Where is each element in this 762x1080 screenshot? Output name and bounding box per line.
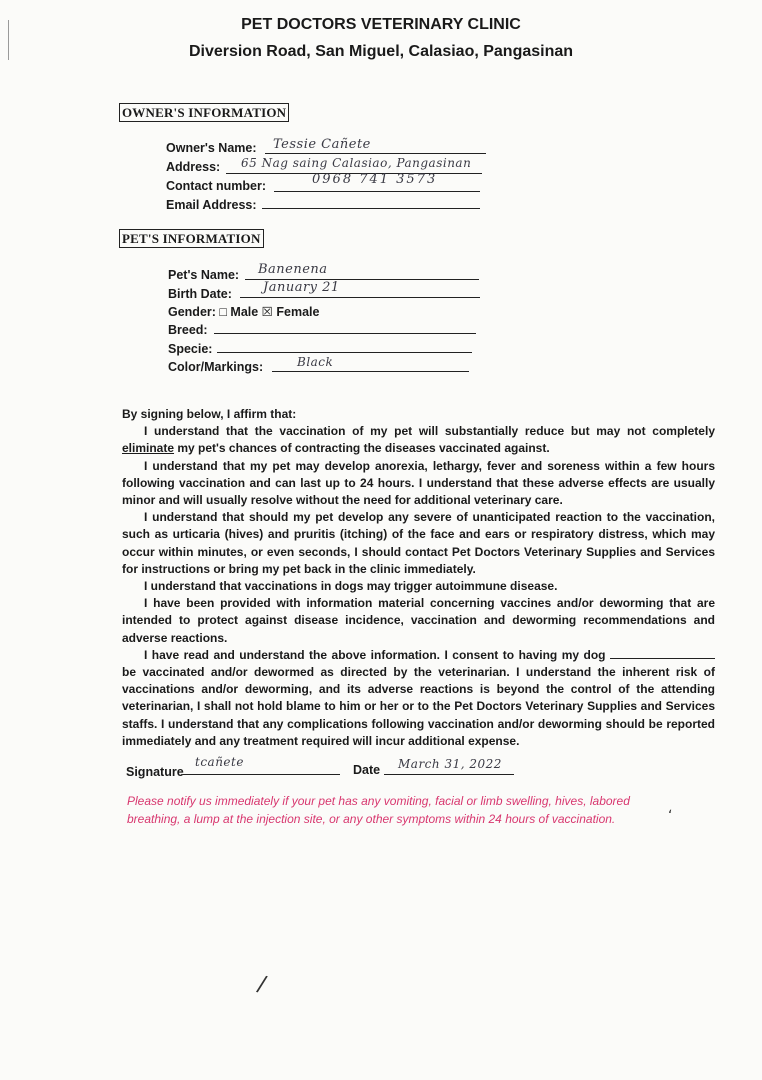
pet-section-title: PET'S INFORMATION <box>119 229 264 248</box>
consent-p6-a: I have read and understand the above information. I consent to having my dog <box>144 647 610 662</box>
pet-name-value[interactable]: Banenena <box>258 262 328 277</box>
consent-paragraph-2: I understand that my pet may develop anorexia, lethargy, fever and soreness within a few hours following vaccination and can last up to 24 hours. I understand that these adverse effects are usually minor and will usually resolve without the need for additional veterinary care. <box>122 458 715 508</box>
consent-paragraph-6 <box>122 647 715 750</box>
specie-label: Specie: <box>168 342 213 356</box>
signature-label: Signature <box>126 765 184 779</box>
address-value[interactable]: 65 Nag saing Calasiao, Pangasinan <box>241 156 472 170</box>
contact-label: Contact number: <box>166 179 266 193</box>
consent-paragraph-4: I understand that vaccinations in dogs may trigger autoimmune disease. <box>144 579 558 594</box>
owner-section-title: OWNER'S INFORMATION <box>119 103 289 122</box>
specie-line <box>217 352 472 353</box>
email-line <box>262 208 480 209</box>
breed-label: Breed: <box>168 323 208 337</box>
dog-name-blank[interactable] <box>610 648 715 659</box>
pet-name-label: Pet's Name: <box>168 268 240 282</box>
consent-paragraph-5: I have been provided with information material concerning vaccines and/or deworming that are intended to protect against disease incidence, vaccination and deworming recommendations and adverse reactions. <box>122 596 715 645</box>
clinic-name: PET DOCTORS VETERINARY CLINIC <box>241 16 521 33</box>
color-markings-value[interactable]: Black <box>297 355 334 369</box>
consent-text <box>122 406 715 750</box>
address-label: Address: <box>166 160 221 174</box>
consent-p1-c: my pet's chances of contracting the diseases vaccinated against. <box>174 441 550 456</box>
stray-pen-mark: ʻ <box>668 808 673 824</box>
owner-name-line <box>265 153 486 154</box>
stray-pen-stroke: / <box>254 971 269 998</box>
date-label: Date <box>353 763 381 777</box>
contact-value[interactable]: 0968 741 3573 <box>312 172 438 187</box>
clinic-address: Diversion Road, San Miguel, Calasiao, Pangasinan <box>188 43 574 60</box>
consent-p1-eliminate: eliminate <box>122 441 175 456</box>
gender-field[interactable]: Gender: □ Male ☒ Female <box>168 305 320 319</box>
signature-line <box>183 774 340 775</box>
date-line <box>384 774 514 775</box>
email-label: Email Address: <box>166 198 257 212</box>
contact-line <box>274 191 480 192</box>
owner-name-value[interactable]: Tessie Cañete <box>273 137 371 152</box>
birth-date-line <box>240 297 480 298</box>
color-markings-line <box>272 371 469 372</box>
consent-paragraph-1 <box>122 423 715 457</box>
vaccination-notice: Please notify us immediately if your pet has any vomiting, facial or limb swelling, hives, labored breathing, a lump at the injection site, or any other symptoms within 24 hours of vaccination. <box>127 794 630 826</box>
consent-paragraph-3: I understand that should my pet develop any severe of unanticipated reaction to the vaccination, such as urticaria (hives) and pruritis (itching) of the face and ears or respiratory distress, which may occur within minutes, or even seconds, I should contact Pet Doctors Veterinary Supplies and Services for instructions or bring my pet back in the clinic immediately. <box>122 510 715 576</box>
consent-p1-a: I understand that the vaccination of my pet will substantially reduce but may not completely <box>144 424 715 439</box>
consent-p6-b: be vaccinated and/or dewormed as directed by the veterinarian. I understand the inherent risk of vaccinations and/or deworming, and its adverse reactions is beyond the control of the attending veterinarian, I shall not hold blame to him or her or to the Pet Doctors Veterinary Supplies and Services staffs. I understand that any complications following vaccination and/or deworming should be reported immediately and any treatment required will incur additional expense. <box>122 665 715 748</box>
date-value[interactable]: March 31, 2022 <box>398 757 502 771</box>
birth-date-value[interactable]: January 21 <box>263 280 340 295</box>
owner-name-label: Owner's Name: <box>166 141 257 155</box>
color-markings-label: Color/Markings: <box>168 360 264 374</box>
birth-date-label: Birth Date: <box>168 287 232 301</box>
breed-line <box>214 333 476 334</box>
signature-value[interactable]: tcañete <box>195 755 244 769</box>
consent-intro: By signing below, I affirm that: <box>122 407 297 421</box>
